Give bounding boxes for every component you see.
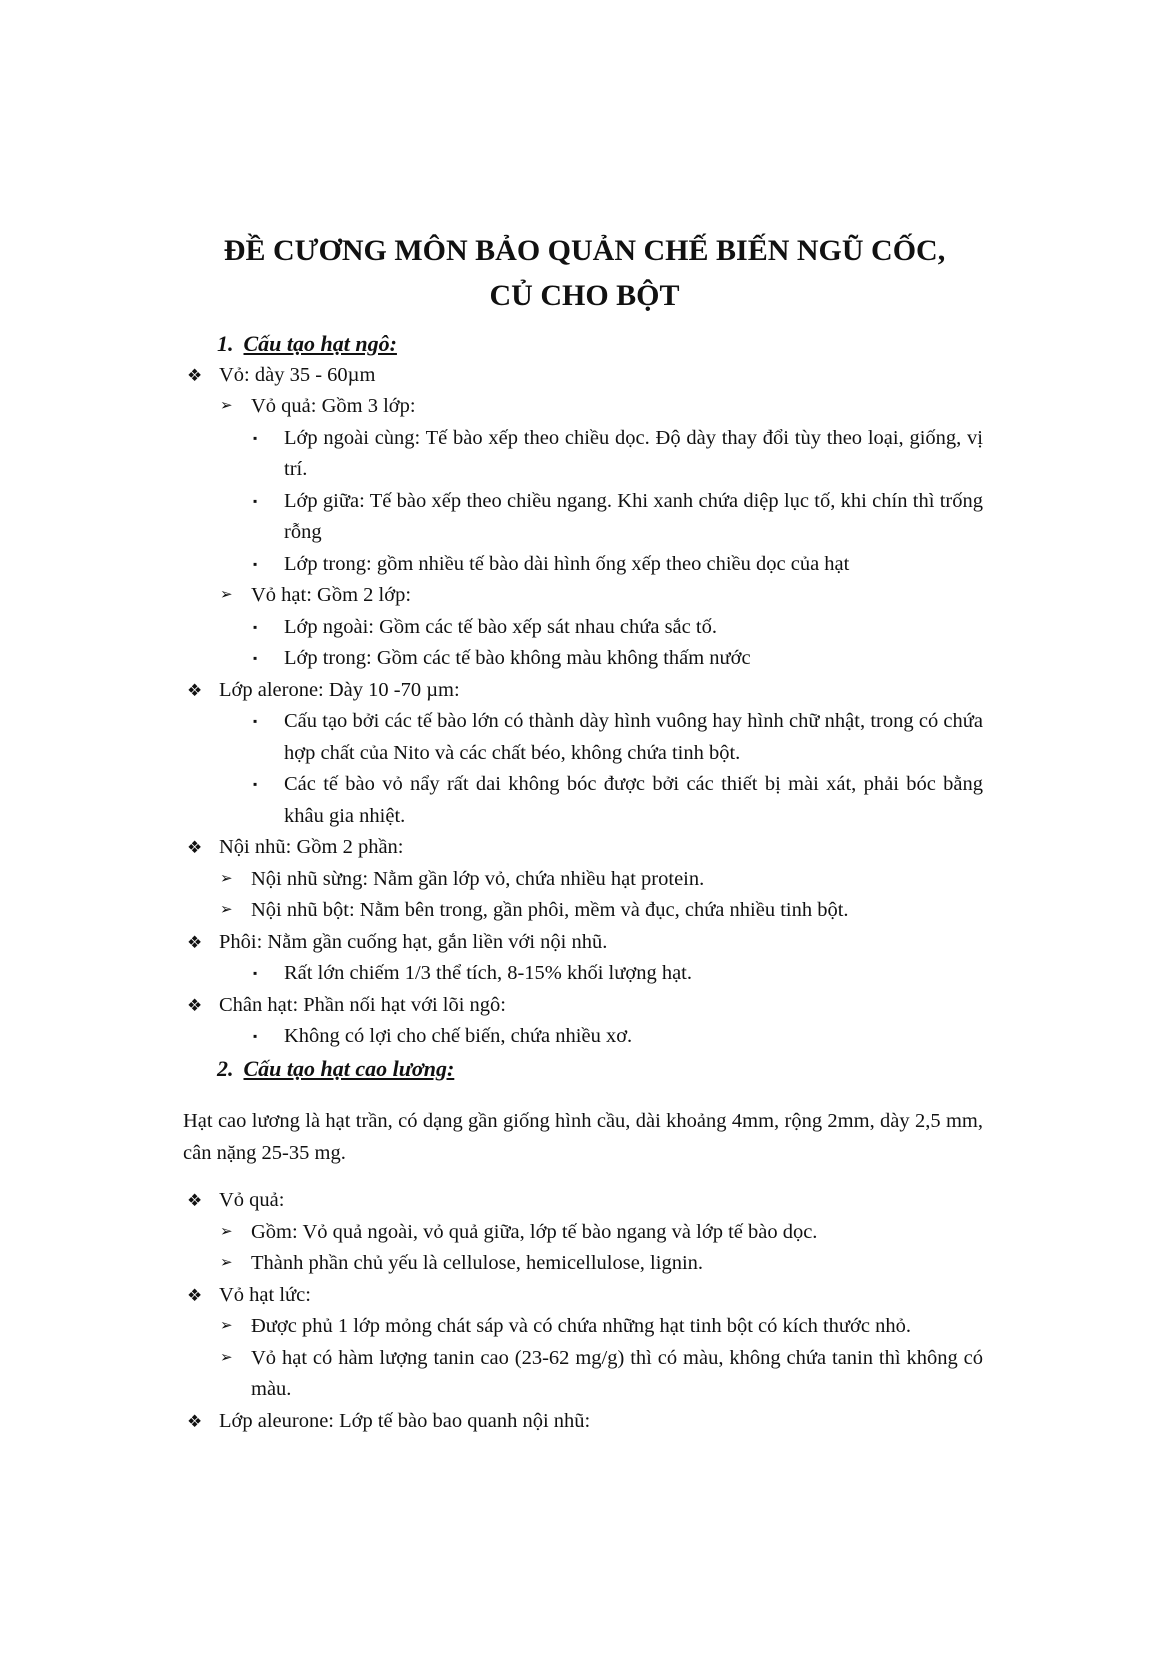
diamond-bullet-icon: ❖ (187, 1285, 203, 1305)
list-item (183, 549, 983, 581)
list-item (183, 1021, 983, 1053)
section-1-number: 1. (217, 331, 234, 356)
square-bullet-icon: ▪ (253, 966, 258, 980)
list-item-text: Vỏ quả: (219, 1189, 285, 1211)
arrow-bullet-icon: ➢ (220, 1223, 233, 1240)
spacer (183, 1169, 983, 1185)
list-item-text: Vỏ hạt có hàm lượng tanin cao (23-62 mg/g) thì có màu, không chứa tanin thì không có màu. (251, 1346, 983, 1400)
list-item-text: Thành phần chủ yếu là cellulose, hemicellulose, lignin. (251, 1252, 704, 1274)
square-bullet-icon: ▪ (253, 619, 258, 634)
square-bullet-icon: ▪ (253, 651, 258, 665)
title-line-1: ĐỀ CƯƠNG MÔN BẢO QUẢN CHẾ BIẾN NGŨ CỐC, (223, 234, 946, 267)
list-item-text: Lớp trong: gồm nhiều tế bào dài hình ống xếp theo chiều dọc của hạt (284, 552, 850, 575)
list-item-text: Lớp giữa: Tế bào xếp theo chiều ngang. Khi xanh chứa diệp lục tố, khi chín thì trống rỗng (284, 489, 983, 543)
diamond-bullet-icon: ❖ (187, 1411, 203, 1431)
square-bullet-icon: ▪ (253, 556, 258, 571)
page-title (0, 228, 1169, 318)
document-body (183, 328, 983, 1437)
list-item-text: Lớp ngoài cùng: Tế bào xếp theo chiều dọc. Độ dày thay đổi tùy theo loại, giống, vị trí. (284, 426, 983, 480)
diamond-bullet-icon: ❖ (187, 995, 203, 1015)
section-2-title: Cấu tạo hạt cao lương: (243, 1055, 455, 1081)
list-item-text: Các tế bào vỏ nẩy rất dai không bóc được bởi các thiết bị mài xát, phải bóc bằng khâu gia nhiệt. (284, 773, 983, 827)
list-item (183, 1311, 983, 1343)
list-item-text: Nội nhũ: Gồm 2 phần: (219, 836, 404, 858)
list-item-text: Vỏ: dày 35 - 60µm (219, 363, 376, 386)
list-item (183, 580, 983, 612)
list-item (183, 1217, 983, 1249)
section-1-title: Cấu tạo hạt ngô: (243, 331, 397, 356)
list-item-text: Được phủ 1 lớp mỏng chát sáp và có chứa những hạt tinh bột có kích thước nhỏ. (251, 1315, 911, 1337)
list-item-text: Vỏ hạt lức: (219, 1283, 311, 1306)
arrow-bullet-icon: ➢ (220, 870, 233, 887)
list-item (183, 391, 983, 423)
diamond-bullet-icon: ❖ (187, 680, 203, 700)
list-item (183, 360, 983, 392)
list-item (183, 706, 983, 769)
square-bullet-icon: ▪ (253, 777, 258, 791)
section-2-intro: Hạt cao lương là hạt trần, có dạng gần giống hình cầu, dài khoảng 4mm, rộng 2mm, dày 2,5 mm, cân nặng 25-35 mg. (183, 1110, 983, 1164)
list-item-text: Phôi: Nằm gần cuống hạt, gắn liền với nội nhũ. (219, 930, 608, 953)
square-bullet-icon: ▪ (253, 430, 258, 445)
arrow-bullet-icon: ➢ (220, 902, 233, 918)
list-item (183, 832, 983, 864)
section-2-number: 2. (217, 1055, 234, 1081)
list-item (183, 1343, 983, 1406)
list-item-text: Không có lợi cho chế biến, chứa nhiều xơ. (284, 1025, 633, 1047)
list-item-text: Lớp aleurone: Lớp tế bào bao quanh nội nhũ: (219, 1409, 591, 1432)
list-item (183, 1185, 983, 1217)
square-bullet-icon: ▪ (253, 1029, 258, 1043)
list-item (183, 643, 983, 675)
list-item-text: Gồm: Vỏ quả ngoài, vỏ quả giữa, lớp tế bào ngang và lớp tế bào dọc. (251, 1220, 818, 1243)
list-item (183, 1280, 983, 1312)
list-item (183, 958, 983, 990)
list-item-text: Lớp ngoài: Gồm các tế bào xếp sát nhau chứa sắc tố. (284, 615, 717, 638)
list-item (183, 1248, 983, 1280)
list-item-text: Lớp trong: Gồm các tế bào không màu không thấm nước (284, 647, 751, 669)
diamond-bullet-icon: ❖ (187, 1191, 203, 1210)
diamond-bullet-icon: ❖ (187, 932, 203, 952)
list-item-text: Nội nhũ sừng: Nằm gần lớp vỏ, chứa nhiều hạt protein. (251, 867, 705, 890)
section-1-heading (183, 328, 983, 360)
list-item (183, 895, 983, 927)
list-item-text: Lớp alerone: Dày 10 -70 µm: (219, 678, 460, 701)
title-line-2: CỦ CHO BỘT (489, 279, 680, 312)
list-item (183, 675, 983, 707)
list-item-text: Cấu tạo bởi các tế bào lớn có thành dày hình vuông hay hình chữ nhật, trong có chứa hợp chất của Nito và các chất béo, không chứa tinh bột. (284, 710, 983, 764)
arrow-bullet-icon: ➢ (220, 398, 233, 414)
list-item-text: Vỏ quả: Gồm 3 lớp: (251, 395, 416, 417)
arrow-bullet-icon: ➢ (220, 587, 233, 603)
arrow-bullet-icon: ➢ (220, 1349, 233, 1366)
list-item (183, 423, 983, 486)
list-item (183, 612, 983, 644)
diamond-bullet-icon: ❖ (187, 365, 203, 385)
list-item (183, 927, 983, 959)
list-item (183, 990, 983, 1022)
list-item (183, 769, 983, 832)
square-bullet-icon: ▪ (253, 493, 258, 508)
list-item-text: Rất lớn chiếm 1/3 thể tích, 8-15% khối lượng hạt. (284, 962, 692, 984)
list-item-text: Nội nhũ bột: Nằm bên trong, gần phôi, mềm và đục, chứa nhiều tinh bột. (251, 899, 849, 921)
section-2-heading (183, 1053, 983, 1085)
arrow-bullet-icon: ➢ (220, 1318, 233, 1334)
list-item (183, 1406, 983, 1438)
list-item (183, 864, 983, 896)
arrow-bullet-icon: ➢ (220, 1255, 233, 1271)
list-item (183, 486, 983, 549)
list-item-text: Vỏ hạt: Gồm 2 lớp: (251, 584, 412, 606)
list-item-text: Chân hạt: Phần nối hạt với lõi ngô: (219, 993, 506, 1016)
square-bullet-icon: ▪ (253, 714, 258, 728)
diamond-bullet-icon: ❖ (187, 838, 203, 857)
